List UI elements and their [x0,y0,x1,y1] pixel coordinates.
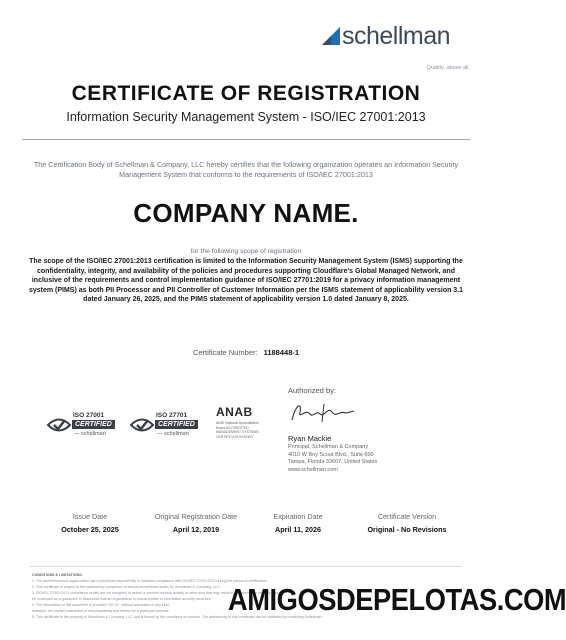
condition-line: 1. The aforementioned organization has a perpetual responsibility to maintain compliance with ISO/IEC 27001:2013 during the period of certification. [32,579,268,583]
signer-address-2: Tampa, Florida 33607, United States [288,459,378,465]
footer-divider [30,566,462,567]
signer-website: www.schellman.com [288,466,338,473]
badge-status: CERTIFIED [155,420,198,429]
signer-title: Principal, Schellman & Company [288,444,369,450]
signature-icon [288,398,358,428]
certificate-subtitle: Information Security Management System - ISO/IEC 27001:2013 [66,110,426,124]
eye-check-icon [47,414,71,436]
schellman-logo [322,22,472,71]
certificate-number: 1188448-1 [263,348,300,357]
condition-line: 4. The information in this document is provided "AS IS", without warranties of any kind. [32,603,170,607]
eye-check-icon [130,414,154,436]
iso-27001-badge [47,410,112,440]
scope-lead: for the following scope of registration [190,248,302,255]
logo-tagline: Quality, above all. [426,65,470,71]
anab-wordmark: ANAB [216,405,253,419]
conditions-title: CONDITIONS & LIMITATIONS: [32,573,83,577]
expiration-date-value: April 11, 2026 [275,525,321,534]
expiration-date-label: Expiration Date [273,512,323,521]
iso-27701-badge [130,410,195,440]
original-registration-label: Original Registration Date [154,512,238,521]
watermark: AMIGOSDEPELOTAS.COM [228,582,566,617]
badge-issuer: — schellman [157,431,189,437]
badge-standard: ISO 27001 [73,412,105,419]
condition-line: 2. This certificate is subject to the satisfactory completion of annual surveillance audits by Schellman & Company, LLC. [32,585,221,589]
certificate-number-label: Certificate Number: [192,348,258,357]
certificate-title: CERTIFICATE OF REGISTRATION [71,82,421,105]
anab-accreditation-mark [214,405,274,445]
badge-status: CERTIFIED [72,420,115,429]
company-name: COMPANY NAME. [133,198,359,228]
certificate-version-label: Certificate Version [377,512,437,521]
issue-date-label: Issue Date [72,512,108,521]
badge-issuer: — schellman [74,431,106,437]
header-divider [22,139,470,140]
expiration-date-block [248,512,348,534]
logo-wordmark: schellman [342,22,451,50]
anab-descriptor: ANSI National Accreditation Board ACCREDITED MANAGEMENT SYSTEMS CERTIFICATION BODY [216,421,259,439]
signer-details [288,444,377,474]
authorized-by-label: Authorized by: [288,386,336,395]
certificate-number-line [0,348,492,357]
certificate-version-block [352,512,462,534]
intro-statement: The Certification Body of Schellman & Company, LLC hereby certifies that the following organization operates an Information Security Management System that conforms to the requirements of ISO/IEC 27001:2013 [33,160,459,179]
condition-line: limitation, the implied warranties of merchantability and fitness for a particular purpose. [32,609,170,613]
condition-line: 3. ISO/IEC 27001:2013 compliance audits are not designed to detect or prevent criminal activity or other acts that may result in an information security breach. [32,591,284,595]
scope-text: The scope of the ISO/IEC 27001:2013 certification is limited to the Information Security Management System (ISMS) supporting the confidentiality, integrity, and availability of the policies and procedures supporting Cloudflare's Global Managed Network, and inclusive of the requirements and control implementation guidance of ISO/IEC 27701:2019 for a privacy information management system (PIMS) as both PII Processor and PII Controller of Customer Information per the ISMS statement of applicability version 3.1 dated January 26, 2025, and the PIMS statement of applicability version 1.0 dated January 8, 2025. [28,258,464,304]
signer-address-1: 4010 W Boy Scout Blvd., Suite 600 [288,451,374,458]
logo-mark-icon [322,27,340,45]
issue-date-block [40,512,140,534]
badge-standard: ISO 27701 [156,412,188,419]
original-registration-block [146,512,246,534]
certificate-version-value: Original - No Revisions [367,525,447,534]
signer-name: Ryan Mackie [288,434,332,443]
issue-date-value: October 25, 2025 [61,525,119,534]
condition-line: 5. This certificate is the property of Schellman & Company, LLC and is bound by the conditions of contract. The authenticity of this certificate can be validated by contacting Schellman. [32,615,323,619]
condition-line: be construed as a guarantee or assurance that an organization is unsusceptible to information security breaches. [32,597,212,601]
original-registration-value: April 12, 2019 [172,525,220,534]
